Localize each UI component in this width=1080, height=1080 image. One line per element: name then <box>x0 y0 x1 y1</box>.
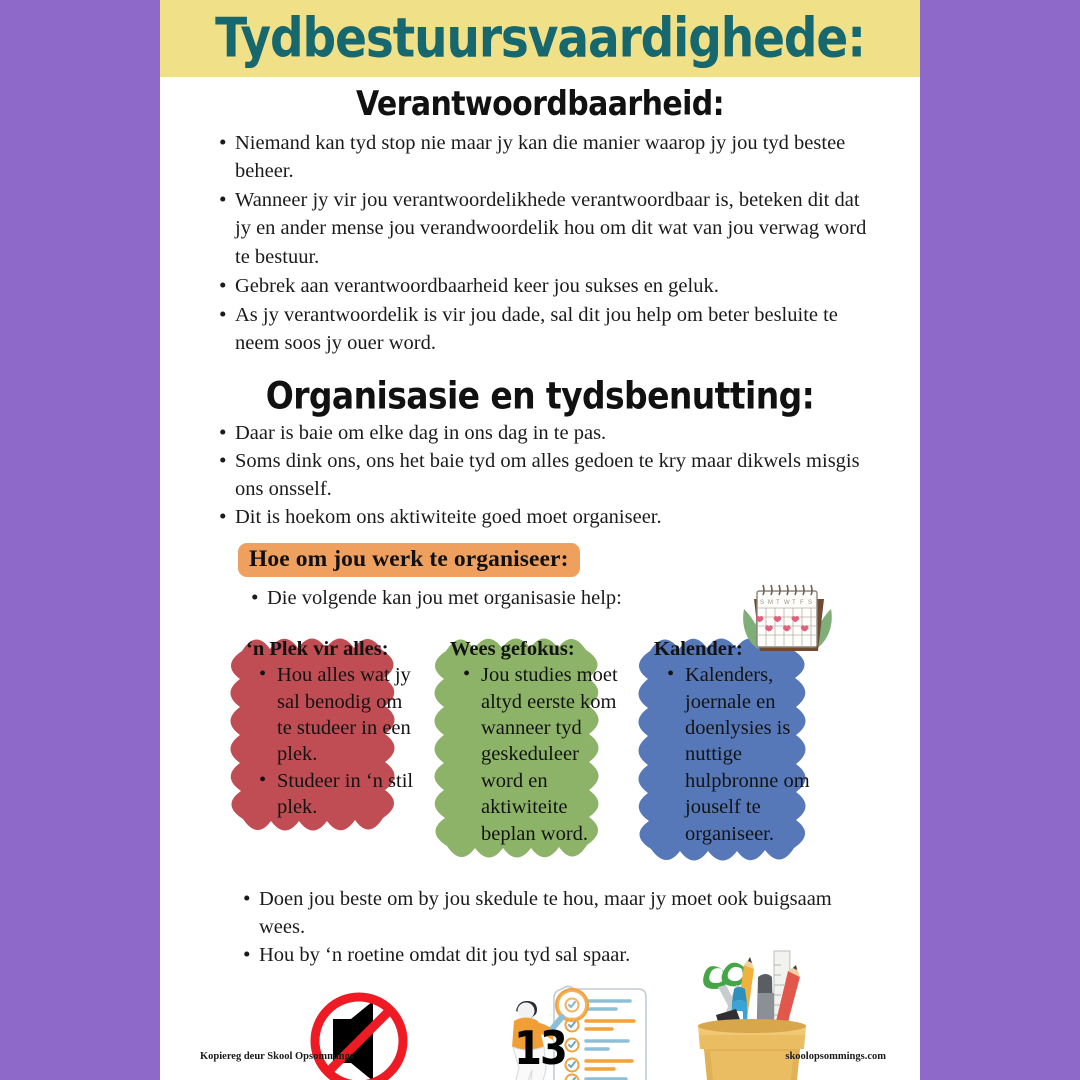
list-item: • Doen jou beste om by jou skedule te hou, maar jy moet ook buigsaam wees. <box>240 885 864 941</box>
card-title: ‘n Plek vir alles: <box>246 637 389 660</box>
section-heading-accountability: Verantwoordbaarheid: <box>355 84 725 125</box>
footer-page-number: 13 <box>514 1022 566 1076</box>
accountability-bullet-list <box>216 129 874 357</box>
svg-text:M: M <box>768 599 773 606</box>
svg-text:T: T <box>792 599 796 606</box>
tip-card-stay-focused <box>432 621 640 864</box>
tip-card-place-for-everything <box>228 621 436 851</box>
calendar-illustration <box>730 563 842 659</box>
list-item: • Wanneer jy vir jou verantwoordelikhede verantwoordbaar is, beteken dit dat jy en ander mense jou verandwoordelik hou om dit wat van jou verwag word te bestuur. <box>216 186 874 270</box>
worksheet-page <box>160 0 920 1080</box>
svg-text:W: W <box>784 599 790 606</box>
list-item: • Jou studies moet altyd eerste kom wanneer tyd geskeduleer word en aktiwiteite beplan word. <box>461 662 626 847</box>
list-item: • Daar is baie om elke dag in ons dag in te pas. <box>216 419 874 447</box>
page-title: Tydbestuursvaardighede: <box>215 6 865 71</box>
list-item: • Kalenders, joernale en doenlysies is nuttige hulpbronne om jouself te organiseer. <box>665 662 834 847</box>
title-band <box>160 0 920 77</box>
svg-text:S: S <box>808 599 813 606</box>
list-item: • Studeer in ‘n stil plek. <box>257 768 422 821</box>
list-item: • Dit is hoekom ons aktiwiteite goed moet organiseer. <box>216 503 874 531</box>
list-item: • Hou by ‘n roetine omdat dit jou tyd sal spaar. <box>240 941 864 969</box>
highlighted-subheading: Hoe om jou werk te organiseer: <box>238 543 580 577</box>
card-bullet-list <box>246 662 422 821</box>
card-title: Wees gefokus: <box>450 637 575 660</box>
card-title: Kalender: <box>654 637 743 660</box>
list-item: • Gebrek aan verantwoordbaarheid keer jou sukses en geluk. <box>216 272 874 300</box>
page-footer <box>160 1022 920 1076</box>
list-item: • Hou alles wat jy sal benodig om te studeer in een plek. <box>257 662 422 768</box>
svg-text:F: F <box>800 599 804 606</box>
card-bullet-list <box>654 662 834 847</box>
list-item: • Soms dink ons, ons het baie tyd om alles gedoen te kry maar dikwels misgis ons onsself. <box>216 447 874 503</box>
tips-card-group <box>160 599 920 871</box>
list-item: • Die volgende kan jou met organisasie help: <box>248 584 874 612</box>
list-item: • Niemand kan tyd stop nie maar jy kan die manier waarop jy jou tyd bestee beheer. <box>216 129 874 185</box>
list-item: • As jy verantwoordelik is vir jou dade, sal dit jou help om beter besluite te neem soos jy ouer word. <box>216 301 874 357</box>
organisation-bullet-list <box>216 419 874 531</box>
footer-copyright: Kopiereg deur Skool Opsommings <box>200 1051 354 1062</box>
section-heading-organisation: Organisasie en tydsbenutting: <box>265 373 815 418</box>
footer-website[interactable]: skoolopsommings.com <box>785 1051 886 1062</box>
svg-text:T: T <box>776 599 780 606</box>
card-bullet-list <box>450 662 626 847</box>
svg-text:S: S <box>760 599 765 606</box>
